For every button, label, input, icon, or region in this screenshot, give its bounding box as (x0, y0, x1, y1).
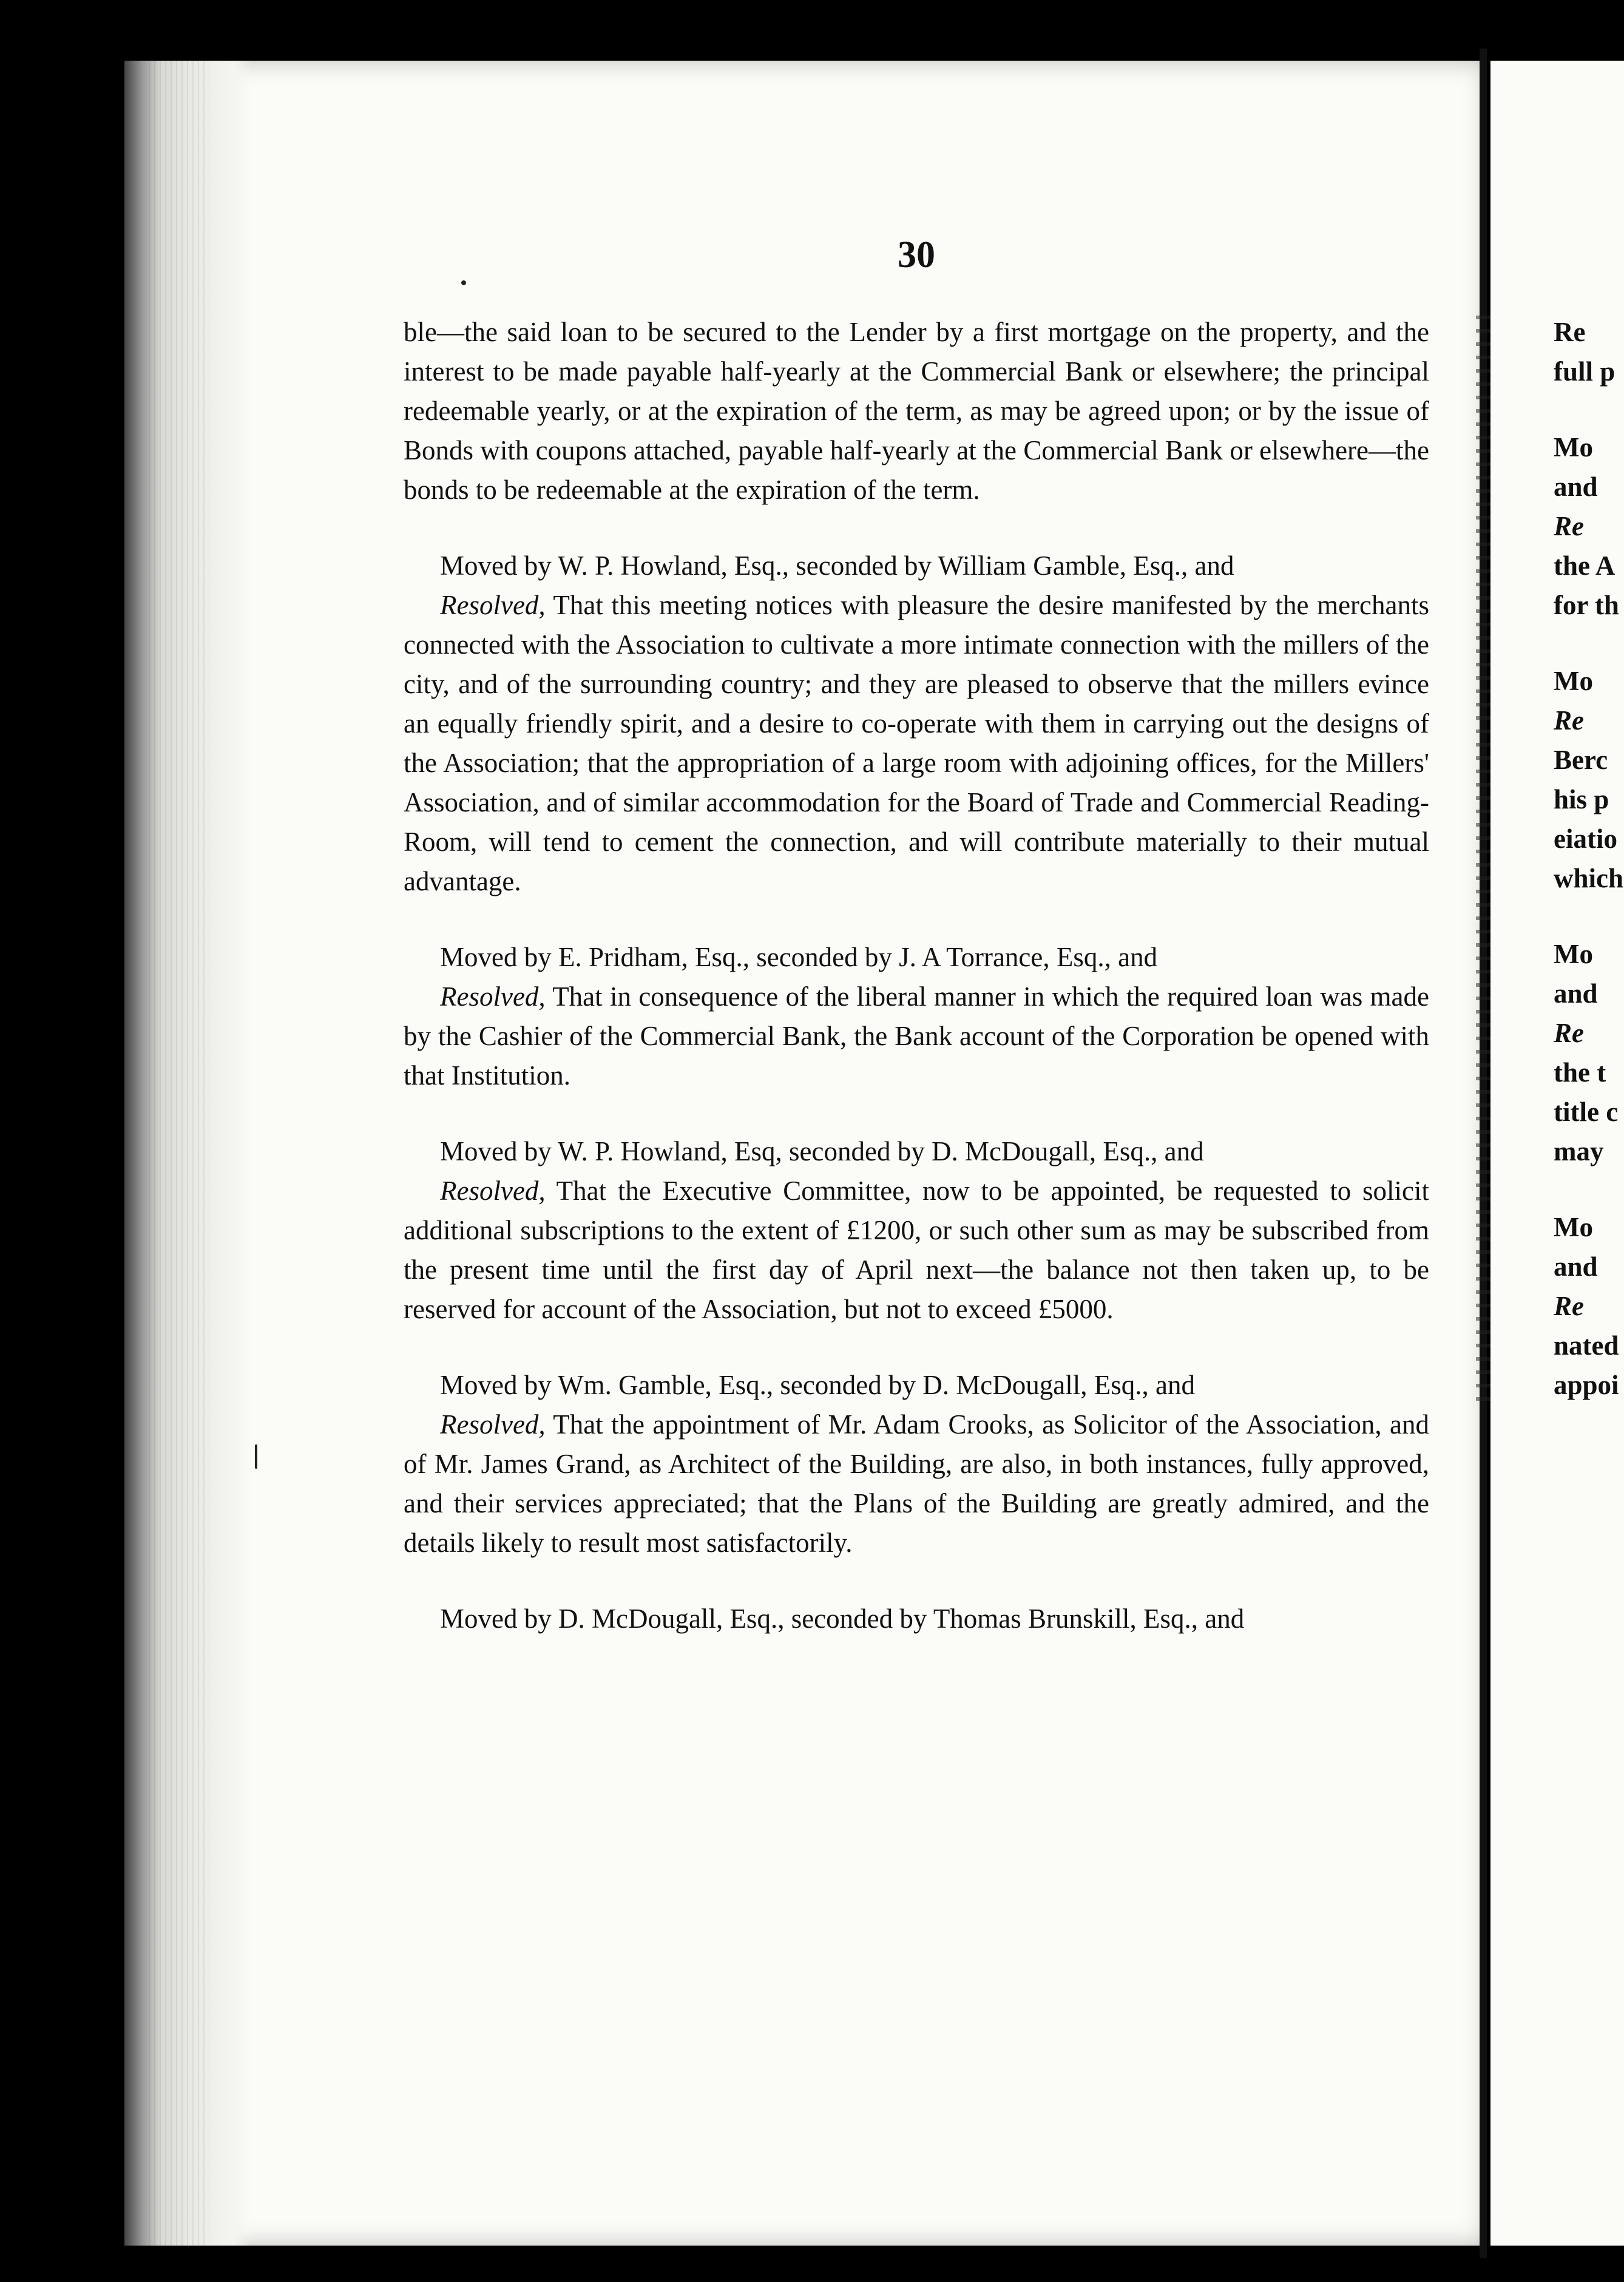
fragment-line: and (1554, 978, 1598, 1009)
resolution-text: That the Executive Committee, now to be appointed, be requested to solicit additional subscriptions to the extent of £1200, or such other sum as may be subscribed from the present time until the first day of April next—the balance not then taken up, to be reserved for account of the Association, but not to exceed £5000. (404, 1176, 1429, 1324)
paragraph-loan-terms: ble—the said loan to be secured to the Lender by a first mortgage on the property, and the interest to be made payable half-yearly at the Commercial Bank or elsewhere; the principal redeemable yearly, or at the expiration of the term, as may be agreed upon; or by the issue of Bonds with coupons attached, payable half-yearly at the Commercial Bank or elsewhere—the bonds to be redeemable at the expiration of the term. (404, 317, 1429, 505)
resolved-label: Resolved, (440, 590, 546, 620)
fragment-line: the t (1554, 1057, 1606, 1088)
fragment-line: his p (1554, 784, 1609, 814)
fragment-line: Berc (1554, 745, 1608, 775)
fragment-line: the A (1554, 550, 1616, 581)
scan-speck (461, 280, 466, 285)
resolution-millers (404, 586, 1429, 901)
gutter-stitching (1476, 316, 1490, 1408)
page-edge-shading (124, 61, 252, 2246)
fragment-line: nated (1554, 1330, 1619, 1361)
fragment-line: Mo (1554, 939, 1593, 969)
fragment-line: Re (1554, 511, 1584, 541)
motion-pridham-torrance: Moved by E. Pridham, Esq., seconded by J. A Torrance, Esq., and (440, 942, 1158, 972)
fragment-line: eiatio (1554, 824, 1617, 854)
fragment-line: title c (1554, 1097, 1619, 1127)
motion-howland-mcdougall: Moved by W. P. Howland, Esq, seconded by D. McDougall, Esq., and (440, 1136, 1204, 1166)
fragment-line: for th (1554, 590, 1619, 620)
motion-gamble-mcdougall: Moved by Wm. Gamble, Esq., seconded by D. McDougall, Esq., and (440, 1370, 1195, 1400)
fragment-line: and (1554, 1251, 1598, 1282)
fragment-line: Mo (1554, 666, 1593, 696)
scan-speck (255, 1444, 257, 1469)
resolution-text: That this meeting notices with pleasure the desire manifested by the merchants connected with the Association to cultivate a more intimate connection with the millers of the city, and of the surrounding country; and they are pleased to observe that the millers evince an equally friendly spirit, and a desire to co-operate with them in carrying out the designs of the Association; that the appropriation of a large room with adjoining offices, for the Millers' Association, and of similar accommodation for the Board of Trade and Commercial Reading-Room, will tend to cement the connection, and will contribute materially to their mutual advantage. (404, 590, 1429, 896)
resolution-text: That the appointment of Mr. Adam Crooks, as Solicitor of the Association, and of Mr. James Grand, as Architect of the Building, are also, in both instances, fully approved, and their services appreciated; that the Plans of the Building are greatly admired, and the details likely to result most satisfactorily. (404, 1409, 1429, 1558)
fragment-line: Re (1554, 1291, 1584, 1321)
motion-howland-gamble: Moved by W. P. Howland, Esq., seconded by William Gamble, Esq., and (440, 550, 1234, 581)
resolution-bank-account (404, 977, 1429, 1095)
resolution-subscriptions (404, 1171, 1429, 1329)
fragment-line: may (1554, 1136, 1604, 1166)
fragment-line: Re (1554, 705, 1584, 736)
fragment-line: and (1554, 472, 1598, 502)
page-number: 30 (898, 234, 935, 276)
fragment-line: Mo (1554, 432, 1593, 462)
fragment-line: Mo (1554, 1212, 1593, 1242)
fragment-line: which (1554, 863, 1624, 893)
resolved-label: Resolved, (440, 1409, 546, 1440)
fragment-line: Re (1554, 317, 1586, 347)
motion-mcdougall-brunskill: Moved by D. McDougall, Esq., seconded by Thomas Brunskill, Esq., and (440, 1603, 1245, 1634)
right-page-fragments (1554, 313, 1624, 1405)
resolution-text: That in consequence of the liberal manner in which the required loan was made by the Cashier of the Commercial Bank, the Bank account of the Corporation be opened with that Institution. (404, 981, 1429, 1091)
fragment-line: full p (1554, 356, 1616, 387)
fragment-line: appoi (1554, 1370, 1619, 1400)
fragment-line: Re (1554, 1018, 1584, 1048)
resolved-label: Resolved, (440, 1176, 546, 1206)
resolution-appointments (404, 1405, 1429, 1563)
page-body (404, 313, 1429, 1639)
resolved-label: Resolved, (440, 981, 546, 1012)
